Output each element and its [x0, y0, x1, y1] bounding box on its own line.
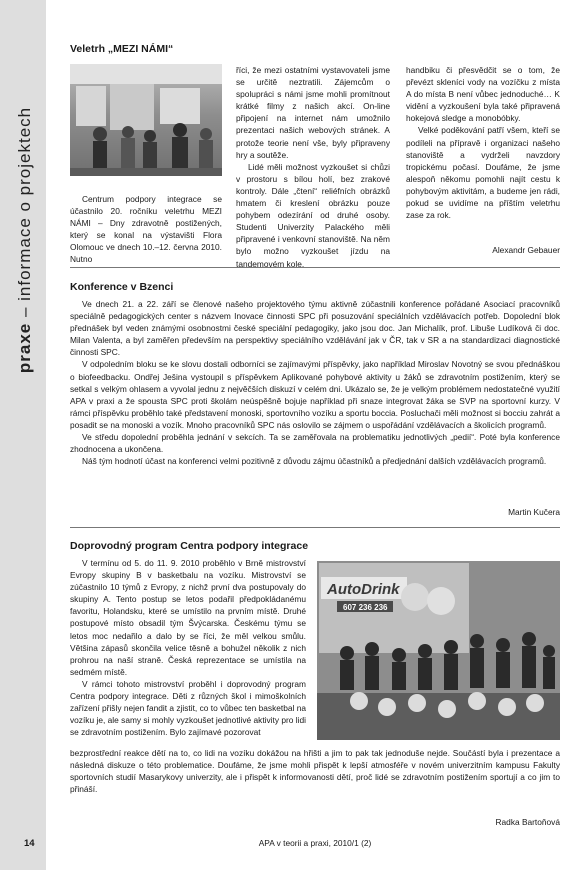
- page-number: 14: [24, 838, 35, 849]
- section-label: praxe – informace o projektech: [15, 106, 34, 374]
- divider: [70, 527, 560, 528]
- fair-booth-photo: [70, 64, 222, 176]
- divider: [70, 267, 560, 268]
- team-photo: [317, 561, 560, 740]
- article1-column-2: říci, že mezi ostatními vystavovateli jsme se určitě neztratili. Zájemcům o spolupráci s námi jsme mohli promítnout krátké filmy z našich akcí. On-line připojení na internet nám umožnilo prezentaci našich webových stránek. A protože teorie není vše, byly připraveny hry a soutěže. Lidé měli možnost vyzkoušet si chůzi v prostoru s bílou holí, bez zrakové kontroly. Dále „čtení“ reliéfních obrázků hmatem či kreslení obrázku pouze pohybem odezírání od druhé osoby. Studenti Univerzity Palackého měli připravené i venkovní stanoviště. Na něm bylo možno vyzkoušet jízdu na tandemovém kole,: [236, 65, 390, 269]
- banner-phone: 607 236 236: [343, 603, 388, 612]
- fair-booth-image: [70, 64, 222, 176]
- article3-column-text: V termínu od 5. do 11. 9. 2010 proběhlo v Brně mistrovství Evropy skupiny B v basketbalu na vozíku. Mistrovství se zúčastnilo 10 týmů z Evropy, z nichž první dva postupovaly do skupiny A. Tento postup se letos podařil předpokládanému favoritu, Holandsku, které se umístilo na prvním místě. Druhé postupové místo obsadil tým Švýcarska. Českému týmu se letos moc nedařilo a dalo by se říci, že měl velkou smůlu. Většina zápasů skončila velice těsně a bohužel několik z nich prohrou na naší straně. Česká reprezentace se umístila na sedmém místě. V rámci tohoto mistrovství proběhl i doprovodný program Centra podpory integrace. Děti z různých škol i mimoškolních zařízení přišly nejen fandit a zjistit, co to vůbec ten basketbal na vozíku je, ale samy si mohly vyzkoušet jednotlivé aktivity pro lidi se zdravotním postižením. Bylo zajímavé pozorovat: [70, 558, 306, 738]
- article-title-konference: Konference v Bzenci: [70, 281, 174, 293]
- article1-column-3: handbiku či přesvědčit se o tom, že převézt skleníci vody na vozíčku z místa A do místa B není vůbec jednoduché… K vidění a vyzkoušení byla také připravená hokejová sledge a monobóbky. Velké poděkování patří všem, kteří se podíleli na přípravě i organizaci našeho stanoviště a vydrželi navzdory tropickému počasí. Doufáme, že jsme alespoň někomu pomohli najít cestu k pohybovým aktivitám, a budeme jen rádi, pokud se uvidíme na příštím veletrhu zase za rok.: [406, 65, 560, 221]
- article1-author: Alexandr Gebauer: [492, 245, 560, 255]
- team-image: [317, 561, 560, 740]
- photo-caption: Centrum podpory integrace se účastnilo 20. ročníku veletrhu MEZI NÁMI – Dny zdravotně postižených, který se konal na výstavišti Flora Olomouc ve dnech 10.–12. června 2010. Nutno: [70, 194, 222, 265]
- article-title-veletrh: Veletrh „MEZI NÁMI“: [70, 43, 174, 55]
- article-title-doprovodny-program: Doprovodný program Centra podpory integrace: [70, 540, 309, 552]
- sidebar: [0, 0, 46, 870]
- article3-body-continued: bezprostřední reakce dětí na to, co lidi na vozíku dokážou na hřišti a jim to pak tak jednoduše nejde. Součástí byla i prezentace a následná diskuze o této problematice. Doufáme, že jsme mohli přispět k lepší atmosféře v novém univerzitním kampusu Fakulty sportovních studií Masarykovy univerzity, ale i přispět k informovanosti dětí, proč lidé se zdravotním postižením sportují a co jim to přináší.: [70, 748, 560, 795]
- banner-text: AutoDrink: [327, 581, 400, 598]
- article2-author: Martin Kučera: [508, 507, 560, 517]
- article2-body: Ve dnech 21. a 22. září se členové našeho projektového týmu aktivně zúčastnili konference pořádané Asociací pracovníků speciálně pedagogických center s názvem Inovace činnosti SPC při posuzování speciálních vzdělávacích potřeb. Dopolední blok přednášek byl veden známými osobnostmi české speciální pedagogiky, jako jsou doc. Jan Michalík, prof. Libuše Ludíková či doc. Milan Valenta, a byl zaměřen především na perspektivy speciálního vzdělávání jak v ČR, tak v SR a na standardizaci diagnostické činnosti SPC. V odpoledním bloku se ke slovu dostali odborníci se zajímavými příspěvky, jako například Miroslav Novotný se svou přednáškou o biofeedbacku. Ondřej Ješina vystoupil s příspěvkem Aplikované pohybové aktivity u žáků se zdravotním postižením, který se setkal s velkým ohlasem a vyvolal jednu z nejvěčších diskuzí v celém dni. Ukázalo se, že je velkým problémem nedostatečné využití APA v praxi a že spousta SPC proti školám neúspěšně bojuje například při snaze integrovat žáka se SVP na sportovní kurzy. V rámci příspěvku proběhlo také představení monoski, sportovního vozíku a sportu boccia. Posluchači měli možnost si bocciu zahrát a posadit se na monoski a vozík. Mnoho pracovníků SPC nás oslovilo se zájmem o uspořádání vzdělávacích a školicích programů. Ve středu dopolední proběhla jednání v sekcích. Ta se zaměřovala na problematiku jednotlivých „pedií“. Poté byla konference zhodnocena a ukončena. Náš tým hodnotí účast na konferenci velmi pozitivně z důvodu zájmu účastníků a předjednání dalších vzdělávacích programů.: [70, 299, 560, 467]
- journal-footer: APA v teorii a praxi, 2010/1 (2): [258, 838, 372, 848]
- article3-author: Radka Bartoňová: [495, 817, 560, 827]
